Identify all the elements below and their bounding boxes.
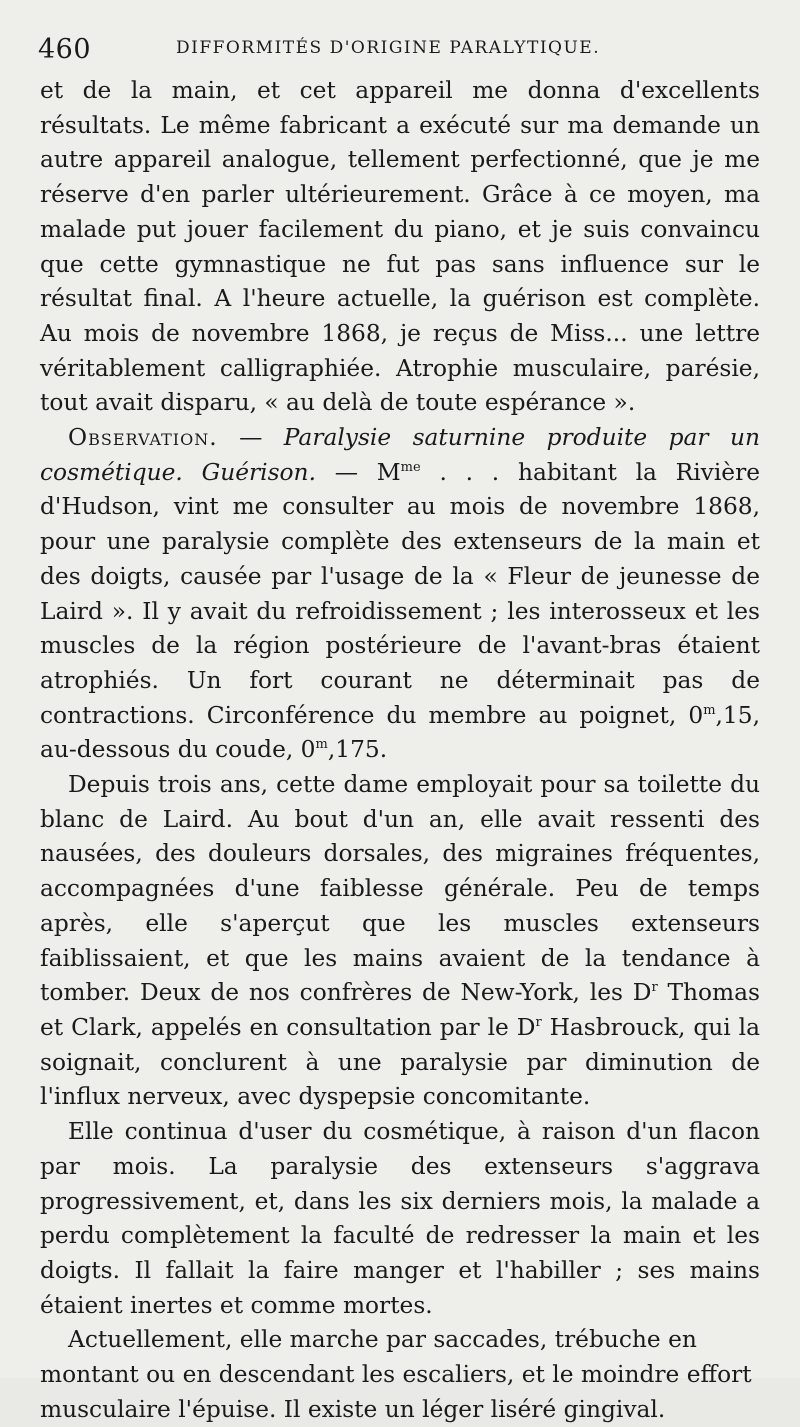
- observation-text-a: . . . habitant la Rivière d'Hudson, vint me consulter au mois de novembre 1868, pour une paralysie complète des extenseurs de la main et des doigts, causée par l'usage de la « Fleur de jeunesse de Laird ». Il y avait du refroidissement ; les interosseux et les muscles de la région postérieure de l'avant-bras étaient atrophiés. Un fort courant ne déterminait pas de contractions. Circonférence du membre au poignet, 0: [40, 458, 760, 729]
- paragraph-3-text-a: Depuis trois ans, cette dame employait pour sa toilette du blanc de Laird. Au bout d'un an, elle avait ressenti des nausées, des douleurs dorsales, des migraines fréquentes, accompagnées d'une faiblesse générale. Peu de temps après, elle s'aperçut que les muscles extenseurs faiblissaient, et que les mains avaient de la tendance à tomber. Deux de nos confrères de New-York, les D: [40, 771, 760, 1007]
- dash-madame: — M: [315, 458, 401, 486]
- superscript: r: [535, 1014, 542, 1030]
- observation-label: Observation.: [68, 424, 218, 452]
- paragraph-3-text-b: Thomas et Clark, appelés en consultation par le D: [40, 979, 760, 1041]
- observation-paragraph: [40, 421, 760, 768]
- superscript: m: [315, 737, 328, 753]
- paragraph-1: et de la main, et cet appareil me donna d'excellents résultats. Le même fabricant a exécuté sur ma demande un autre appareil analogue, tellement perfectionné, que je me réserve d'en parler ultérieurement. Grâce à ce moyen, ma malade put jouer facilement du piano, et je suis convaincu que cette gymnastique ne fut pas sans influence sur le résultat final. A l'heure actuelle, la guérison est complète. Au mois de novembre 1868, je reçus de Miss... une lettre véritablement calligraphiée. Atrophie musculaire, parésie, tout avait disparu, « au delà de toute espérance ».: [40, 77, 760, 417]
- superscript: m: [703, 702, 716, 718]
- observation-text-b: ,15, au-dessous du coude, 0: [40, 701, 760, 764]
- paragraph-5: Actuellement, elle marche par saccades, trébuche en montant ou en descendant les escaliers, et le moindre effort musculaire l'épuise. Il existe un léger liséré gingival.: [40, 1326, 752, 1423]
- paragraph-3: [40, 768, 760, 1115]
- running-title: DIFFORMITÉS D'ORIGINE PARALYTIQUE.: [176, 38, 601, 58]
- observation-text-c: ,175.: [327, 736, 388, 764]
- superscript: me: [400, 459, 421, 475]
- dash: —: [217, 424, 284, 452]
- page-number: 460: [38, 34, 92, 65]
- body-text: [40, 74, 760, 1427]
- superscript: r: [651, 980, 658, 996]
- paragraph-4: Elle continua d'user du cosmétique, à raison d'un flacon par mois. La paralysie des extenseurs s'aggrava progressivement, et, dans les six derniers mois, la malade a perdu complètement la faculté de redresser la main et les doigts. Il fallait la faire manger et l'habiller ; ses mains étaient inertes et comme mortes.: [40, 1118, 760, 1319]
- paragraph-3-text-c: Hasbrouck, qui la soignait, conclurent à une paralysie par diminution de l'influx nerveux, avec dyspepsie concomitante.: [40, 1013, 760, 1111]
- observation-title: Paralysie saturnine produite par un cosmétique. Guérison.: [40, 424, 760, 486]
- page-header: [38, 30, 760, 70]
